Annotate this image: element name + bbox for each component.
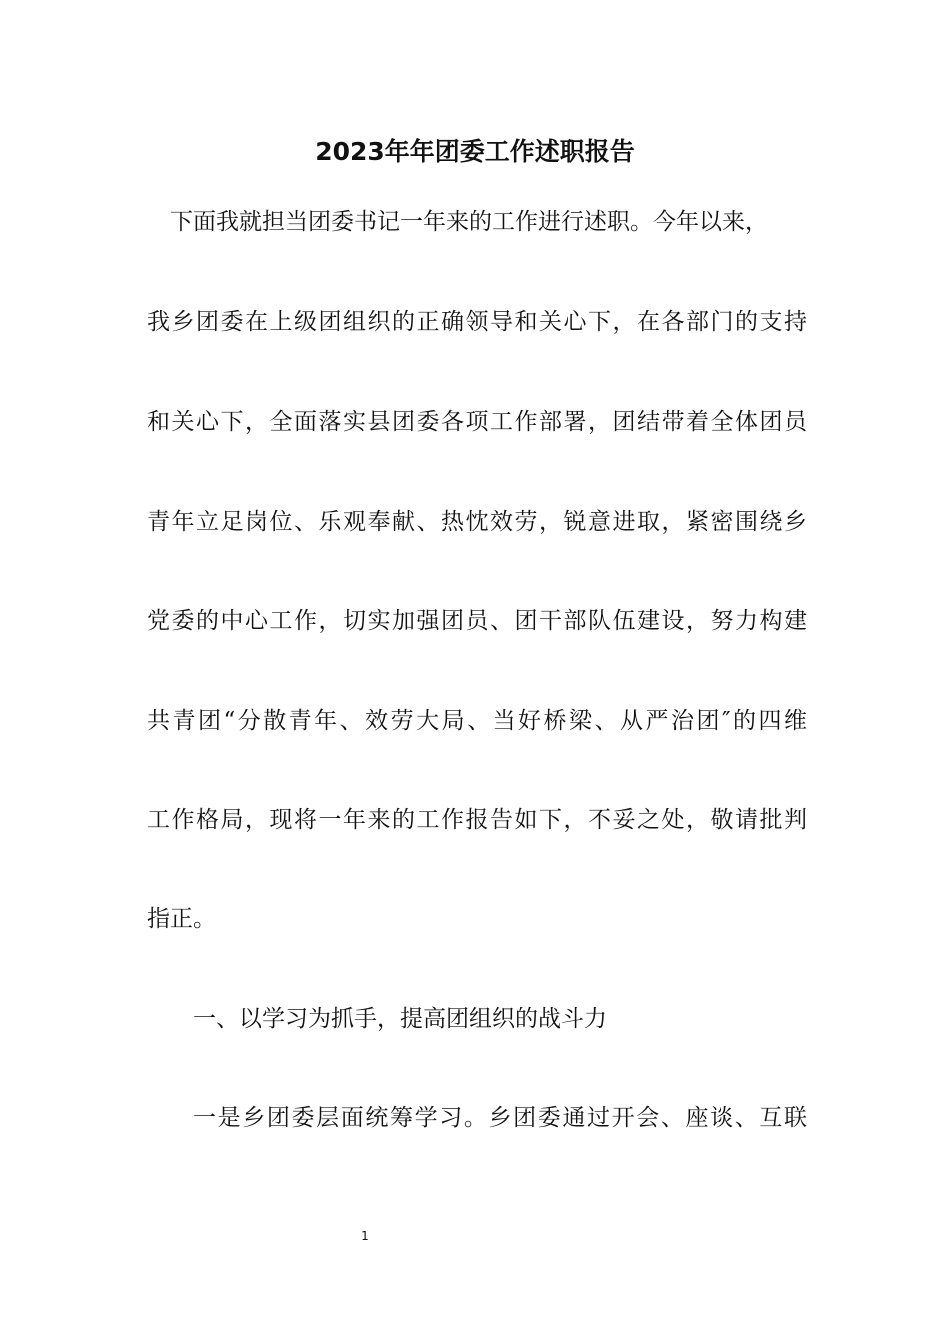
paragraph-line: 下面我就担当团委书记一年来的工作进行述职。今年以来， bbox=[170, 209, 768, 235]
paragraph-line: 和关心下，全面落实县团委各项工作部署，团结带着全体团员 bbox=[147, 409, 807, 435]
page-number: 1 bbox=[361, 1229, 369, 1243]
paragraph-line: 一是乡团委层面统筹学习。乡团委通过开会、座谈、互联 bbox=[193, 1105, 807, 1131]
paragraph-line: 党委的中心工作，切实加强团员、团干部队伍建设，努力构建 bbox=[147, 608, 807, 634]
section-heading: 一、以学习为抓手，提高团组织的战斗力 bbox=[193, 1006, 607, 1032]
document-title: 2023年年团委工作述职报告 bbox=[315, 137, 635, 166]
paragraph-line: 我乡团委在上级团组织的正确领导和关心下，在各部门的支持 bbox=[147, 309, 807, 335]
paragraph-line: 指正。 bbox=[147, 906, 216, 932]
paragraph-line: 青年立足岗位、乐观奉献、热忱效劳，锐意进取，紧密围绕乡 bbox=[147, 509, 807, 535]
paragraph-line: 工作格局，现将一年来的工作报告如下，不妥之处，敬请批判 bbox=[147, 807, 807, 833]
paragraph-line: 共青团“分散青年、效劳大局、当好桥梁、从严治团″的四维 bbox=[147, 708, 807, 734]
